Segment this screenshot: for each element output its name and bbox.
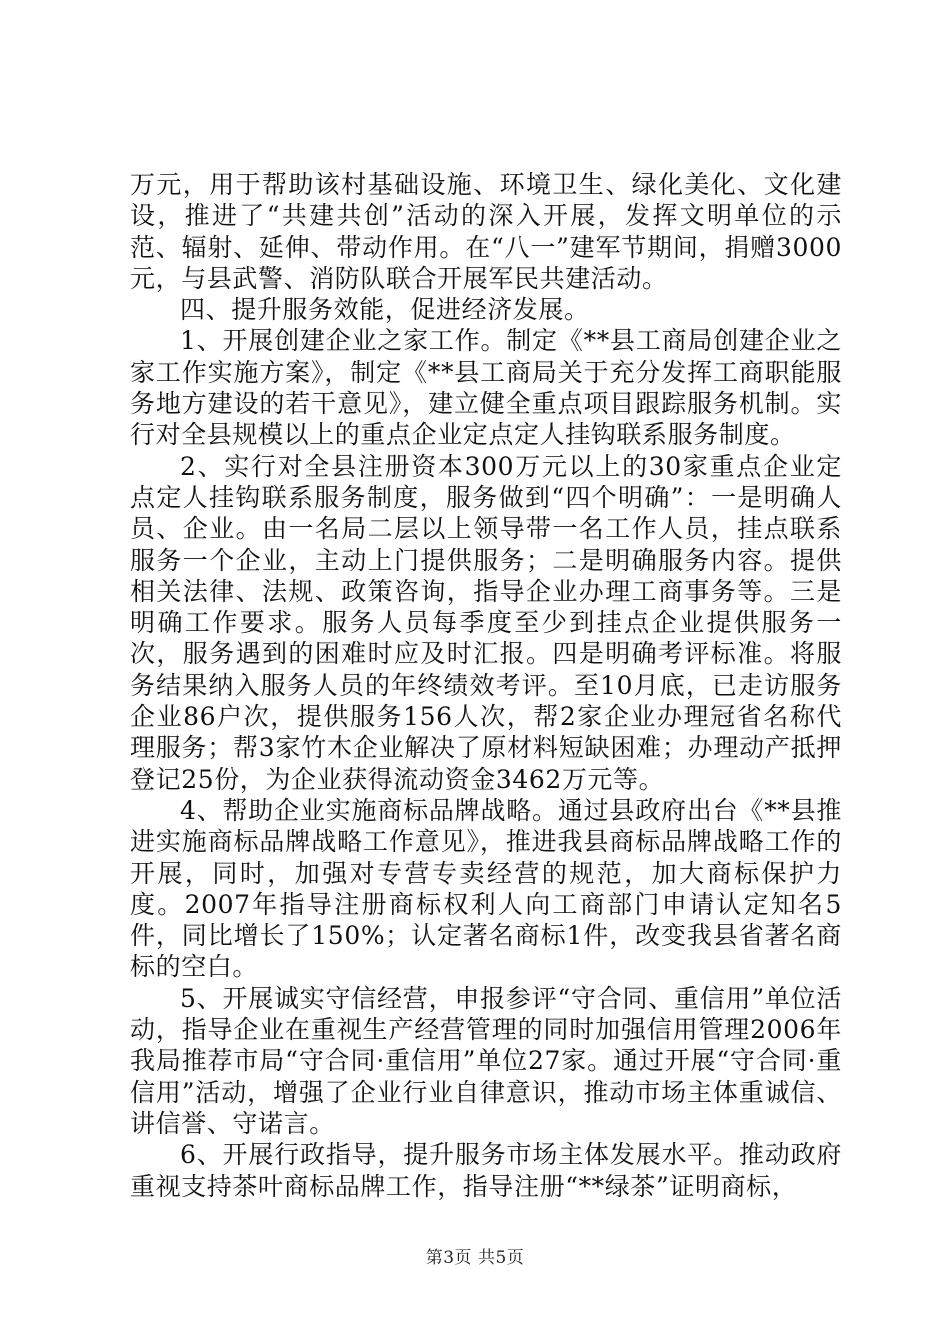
- paragraph-item-2: 2、实行对全县注册资本300万元以上的30家重点企业定点定人挂钩联系服务制度，服务做到“四个明确”：一是明确人员、企业。由一名局二层以上领导带一名工作人员，挂点联系服务一个企业，主动上门提供服务；二是明确服务内容。提供相关法律、法规、政策咨询，指导企业办理工商事务等。三是明确工作要求。服务人员每季度至少到挂点企业提供服务一次，服务遇到的困难时应及时汇报。四是明确考评标准。将服务结果纳入服务人员的年终绩效考评。至10月底，已走访服务企业86户次，提供服务156人次，帮2家企业办理冠省名称代理服务；帮3家竹木企业解决了原材料短缺困难；办理动产抵押登记25份，为企业获得流动资金3462万元等。: [130, 451, 842, 794]
- paragraph-item-6: 6、开展行政指导，提升服务市场主体发展水平。推动政府重视支持茶叶商标品牌工作，指导注册“**绿茶”证明商标，: [130, 1140, 842, 1201]
- paragraph-item-1: 1、开展创建企业之家工作。制定《**县工商局创建企业之家工作实施方案》，制定《**县工商局关于充分发挥工商职能服务地方建设的若干意见》，建立健全重点项目跟踪服务机制。实行对全县规模以上的重点企业定点定人挂钩联系服务制度。: [130, 326, 842, 450]
- page-number-footer: 第3页 共5页: [425, 1248, 525, 1268]
- paragraph-1: 万元，用于帮助该村基础设施、环境卫生、绿化美化、文化建设，推进了“共建共创”活动的深入开展，发挥文明单位的示范、辐射、延伸、带动作用。在“八一”建军节期间，捐赠3000元，与县武警、消防队联合开展军民共建活动。: [130, 170, 842, 293]
- document-body: [130, 169, 842, 1202]
- section-heading-4: 四、提升服务效能，促进经济发展。: [180, 295, 590, 325]
- paragraph-item-4: 4、帮助企业实施商标品牌战略。通过县政府出台《**县推进实施商标品牌战略工作意见》，推进我县商标品牌战略工作的开展，同时，加强对专营专卖经营的规范，加大商标保护力度。2007年指导注册商标权利人向工商部门申请认定知名5件，同比增长了150%；认定著名商标1件，改变我县省著名商标的空白。: [130, 795, 842, 982]
- paragraph-item-5: 5、开展诚实守信经营，申报参评“守合同、重信用”单位活动，指导企业在重视生产经营管理的同时加强信用管理2006年我局推荐市局“守合同·重信用”单位27家。通过开展“守合同·重信用”活动，增强了企业行业自律意识，推动市场主体重诚信、讲信誉、守诺言。: [130, 983, 842, 1138]
